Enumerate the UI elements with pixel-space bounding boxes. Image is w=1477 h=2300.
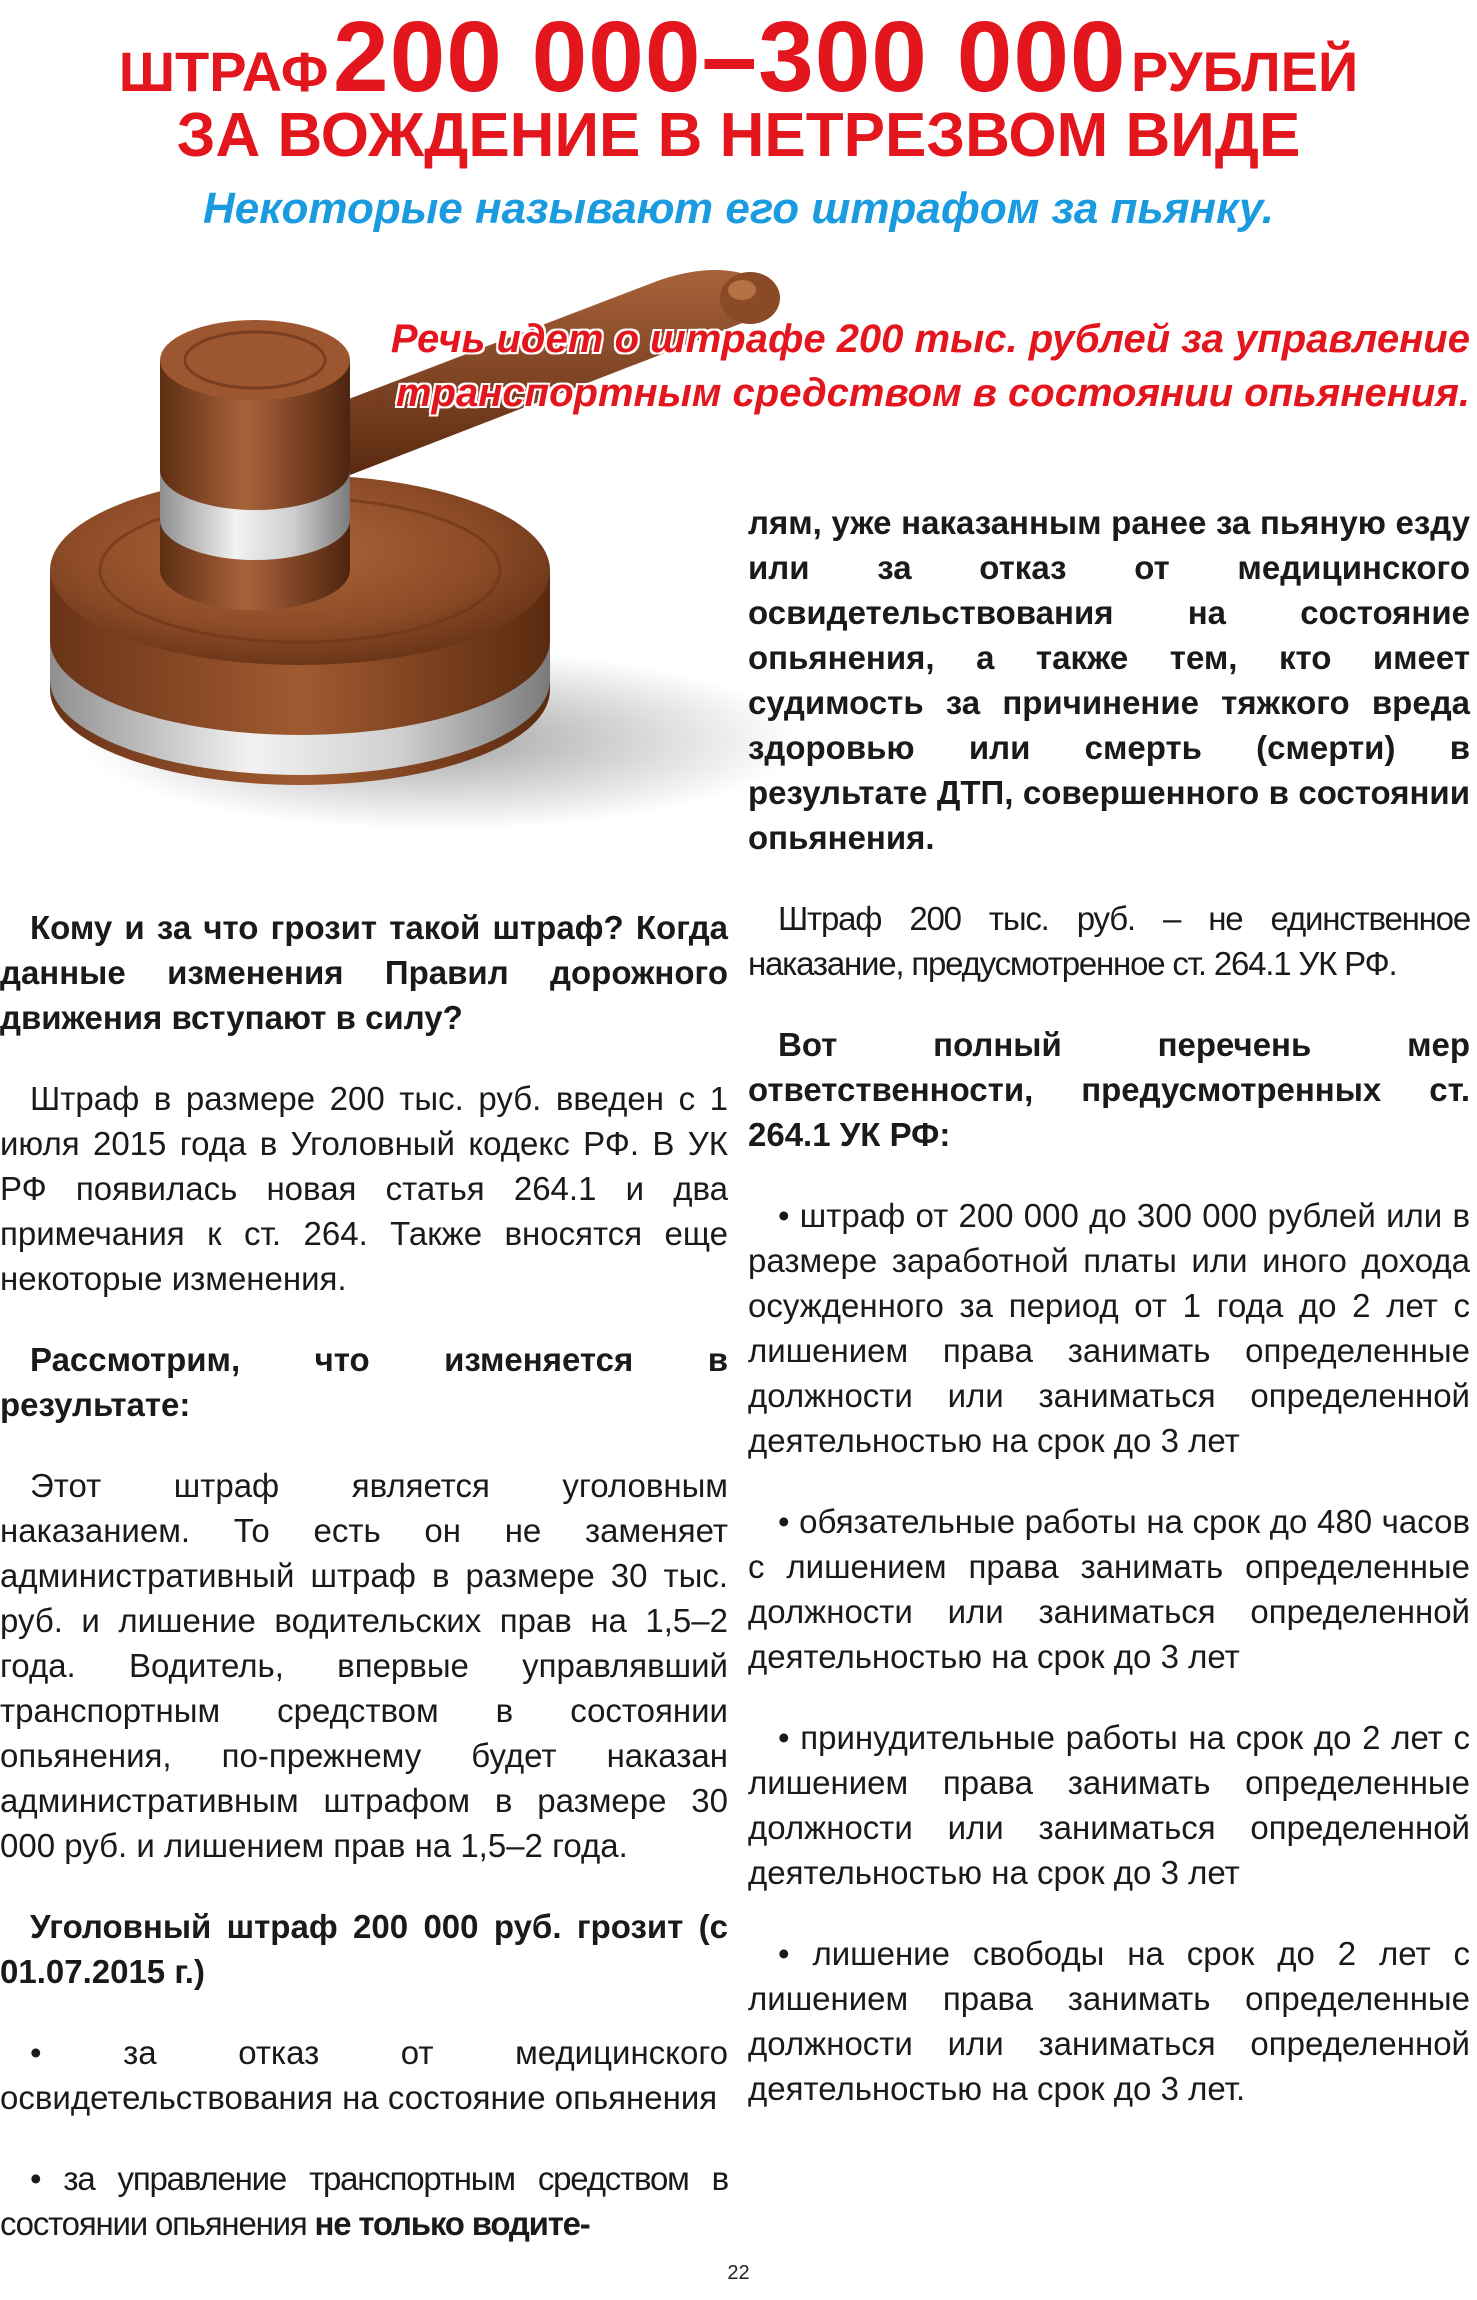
main-title	[0, 0, 1477, 113]
title-word-rubles: РУБЛЕЙ	[1131, 40, 1359, 103]
question-who-and-when: Кому и за что грозит такой штраф? Когда данные изменения Правил дорожного движения вступают в силу?	[0, 909, 728, 1036]
title-line-2: ЗА ВОЖДЕНИЕ В НЕТРЕЗВОМ ВИДЕ	[176, 101, 1301, 170]
bullet-imprisonment: • лишение свободы на срок до 2 лет с лишением права занимать определенные должности или заниматься определенной деятельностью на срок до 3 лет.	[748, 1935, 1470, 2107]
callout-line-2: транспортным средством в состоянии опьянения.	[395, 371, 1470, 415]
bullet-driving-drunk	[0, 2156, 728, 2246]
heading-full-list: Вот полный перечень мер ответственности, предусмотренных ст. 264.1 УК РФ:	[748, 1026, 1470, 1153]
subtitle: Некоторые называют его штрафом за пьянку.	[203, 184, 1274, 233]
question-what-changes: Рассмотрим, что изменяется в результате:	[0, 1341, 728, 1423]
title-word-fine: ШТРАФ	[118, 40, 329, 103]
callout-line-1: Речь идет о штрафе 200 тыс. рублей за управление	[390, 317, 1470, 361]
paragraph-fine-introduced: Штраф в размере 200 тыс. руб. введен с 1 июля 2015 года в Уголовный кодекс РФ. В УК РФ появилась новая статья 264.1 и два примечания к ст. 264. Также вносятся еще некоторые изменения.	[0, 1080, 728, 1297]
paragraph-not-only-penalty: Штраф 200 тыс. руб. – не единственное наказание, предусмотренное ст. 264.1 УК РФ.	[748, 900, 1470, 982]
bullet-driving-drunk-bold: не только водите-	[314, 2205, 590, 2242]
left-column	[0, 905, 728, 2282]
right-column	[748, 500, 1470, 2147]
page-number: 22	[727, 2262, 750, 2284]
bullet-forced-labor: • принудительные работы на срок до 2 лет с лишением права занимать определенные должности или заниматься определенной деятельностью на срок до 3 лет	[748, 1719, 1470, 1891]
bullet-fine-range: • штраф от 200 000 до 300 000 рублей или в размере заработной платы или иного дохода осужденного за период от 1 года до 2 лет с лишением права занимать определенные должности или заниматься определенной деятельностью на срок до 3 лет	[748, 1197, 1470, 1459]
bullet-driving-drunk-regular: • за управление транспортным средством в состоянии опьянения	[0, 2160, 728, 2242]
paragraph-criminal-penalty: Этот штраф является уголовным наказанием. То есть он не заменяет административный штраф в размере 30 тыс. руб. и лишение водительских прав на 1,5–2 года. Водитель, впервые управлявший транспортным средством в состоянии опьянения, по-прежнему будет наказан административным штрафом в размере 30 000 руб. и лишением прав на 1,5–2 года.	[0, 1467, 728, 1864]
heading-criminal-fine: Уголовный штраф 200 000 руб. грозит (с 01.07.2015 г.)	[0, 1908, 728, 1990]
callout-text	[330, 312, 1470, 420]
continuation-paragraph: лям, уже наказанным ранее за пьяную езду или за отказ от медицинского освидетельствования на состояние опьянения, а также тем, кто имеет судимость за причинение тяжкого вреда здоровью или смерть (смерти) в результате ДТП, совершенного в состоянии опьянения.	[748, 504, 1470, 856]
bullet-mandatory-work: • обязательные работы на срок до 480 часов с лишением права занимать определенные должности или заниматься определенной деятельностью на срок до 3 лет	[748, 1503, 1470, 1675]
bullet-refusal-exam: • за отказ от медицинского освидетельствования на состояние опьянения	[0, 2034, 728, 2116]
title-amount: 200 000–300 000	[332, 1, 1127, 113]
